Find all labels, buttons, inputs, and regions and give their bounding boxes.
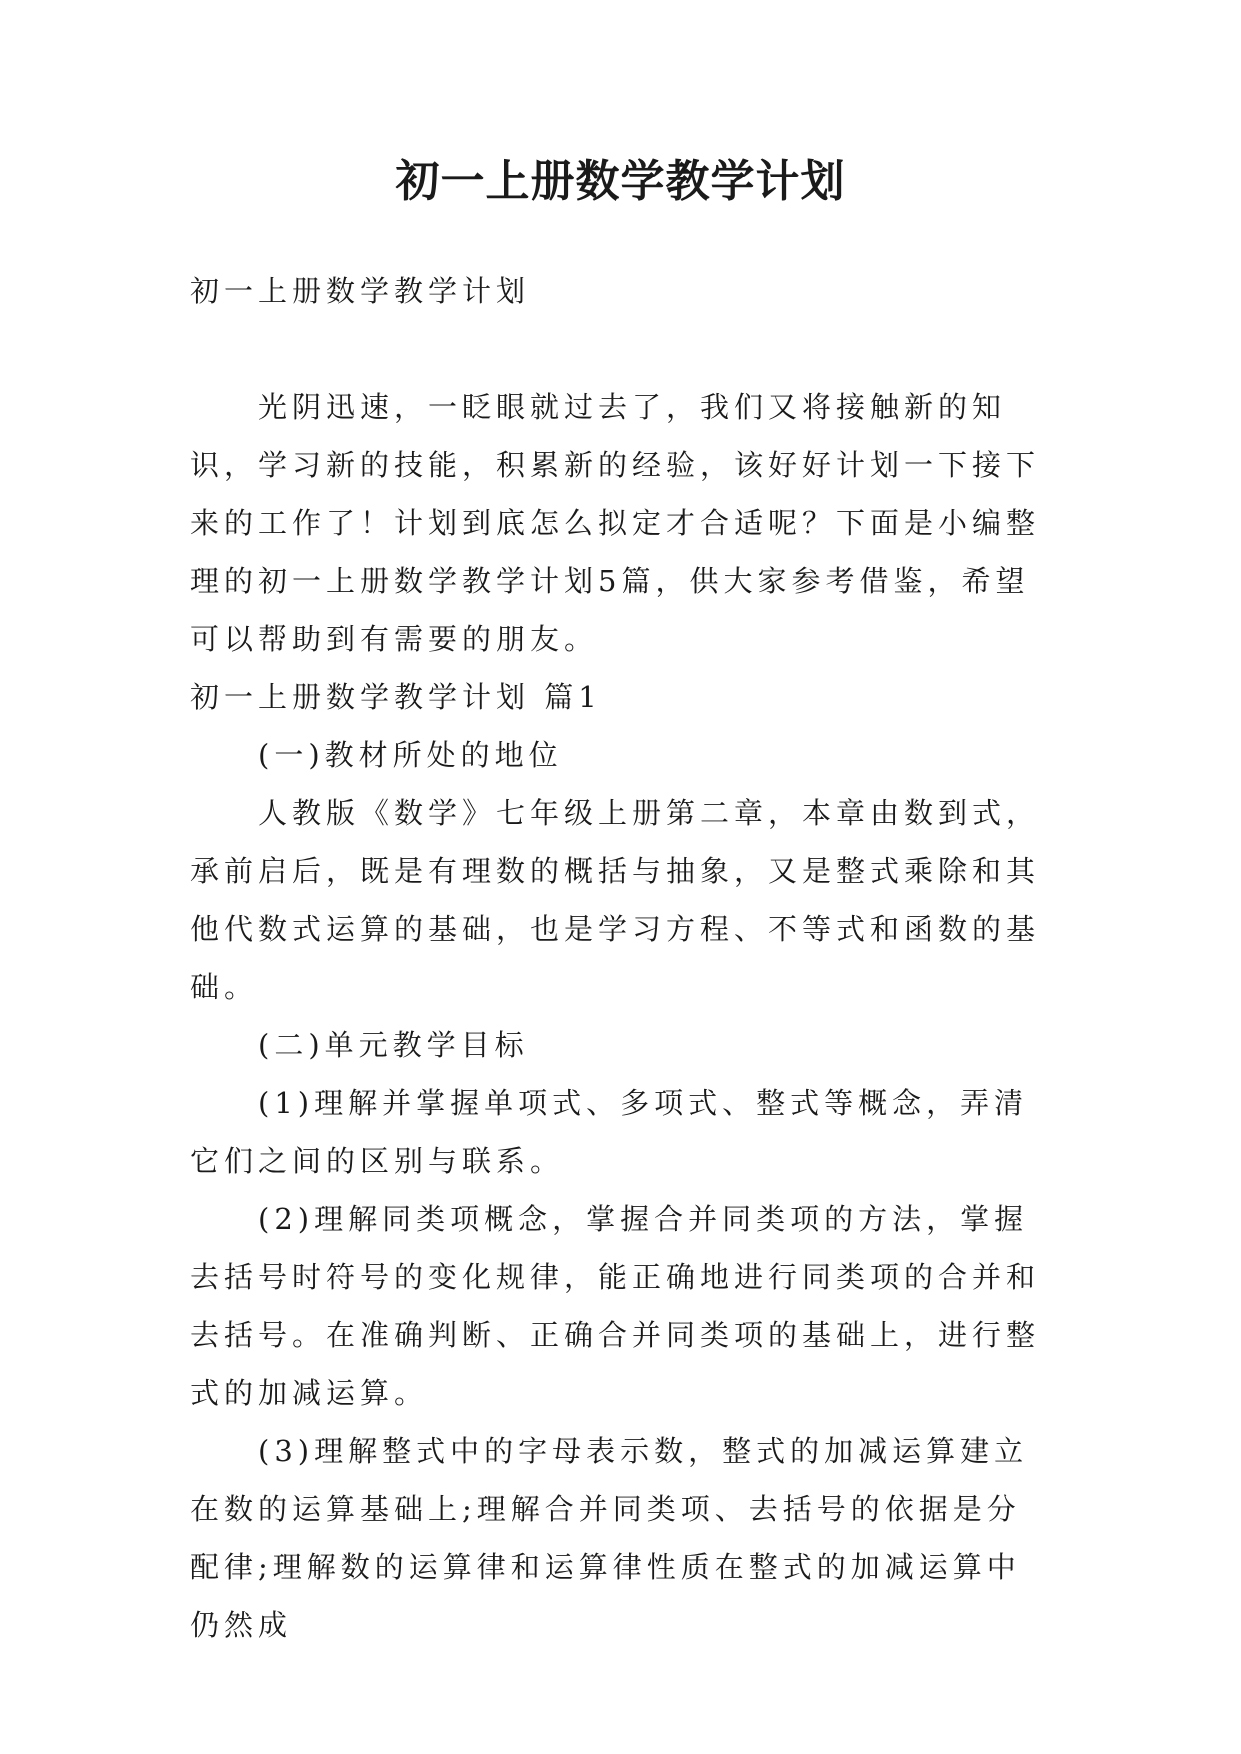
subsection-heading: (二)单元教学目标 <box>258 1028 529 1062</box>
intro-paragraph: 光阴迅速，一眨眼就过去了，我们又将接触新的知识，学习新的技能，积累新的经验，该好好计划一下接下来的工作了！计划到底怎么拟定才合适呢？下面是小编整理的初一上册数学教学计划5篇，供大家参考借鉴，希望可以帮助到有需要的朋友。 <box>190 390 1041 656</box>
body-paragraph: (3)理解整式中的字母表示数，整式的加减运算建立在数的运算基础上;理解合并同类项、去括号的依据是分配律;理解数的运算律和运算律性质在整式的加减运算中仍然成 <box>190 1434 1029 1642</box>
body-paragraph: (1)理解并掌握单项式、多项式、整式等概念，弄清它们之间的区别与联系。 <box>190 1086 1029 1178</box>
document-title: 初一上册数学教学计划 <box>395 156 846 207</box>
body-paragraph: 人教版《数学》七年级上册第二章，本章由数到式，承前启后，既是有理数的概括与抽象，又是整式乘除和其他代数式运算的基础，也是学习方程、不等式和函数的基础。 <box>190 796 1041 1004</box>
section-heading: 初一上册数学教学计划 篇1 <box>190 680 602 714</box>
body-paragraph: (2)理解同类项概念，掌握合并同类项的方法，掌握去括号时符号的变化规律，能正确地进行同类项的合并和去括号。在准确判断、正确合并同类项的基础上，进行整式的加减运算。 <box>190 1202 1041 1410</box>
subsection-heading: (一)教材所处的地位 <box>258 738 563 772</box>
document-subtitle: 初一上册数学教学计划 <box>190 274 531 308</box>
document-body <box>190 262 1052 1654</box>
